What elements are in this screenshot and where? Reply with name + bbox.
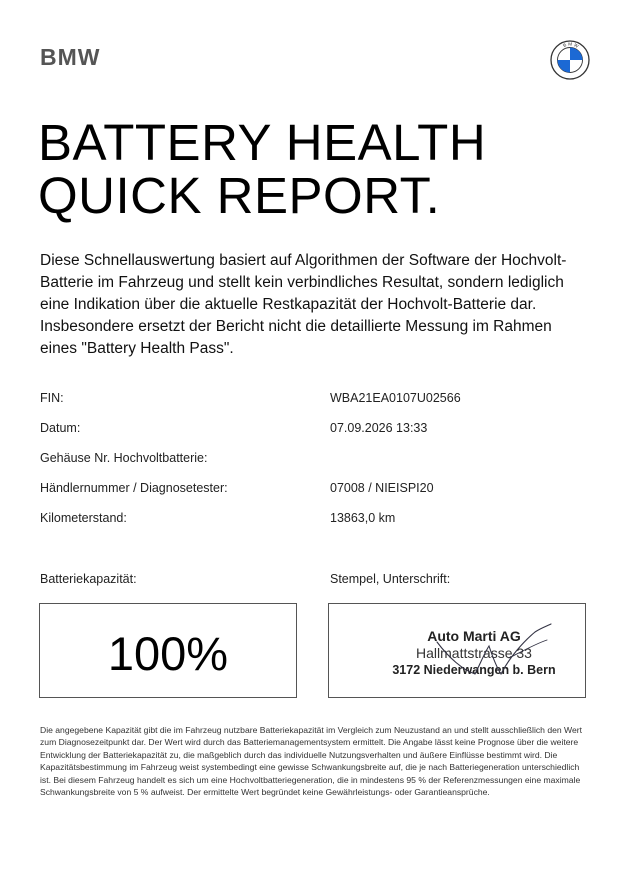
stamp-company: Auto Marti AG [427,628,521,644]
field-value-fin: WBA21EA0107U02566 [330,391,461,405]
bmw-roundel-icon [550,40,590,80]
capacity-box [39,603,297,698]
stamp-label: Stempel, Unterschrift: [330,572,451,586]
capacity-label: Batteriekapazität: [40,572,137,586]
field-value-haendler: 07008 / NIEISPI20 [330,481,434,495]
capacity-value: 100% [107,627,229,680]
page-title [38,116,486,222]
brand-wordmark: BMW [40,44,101,70]
signature-icon [389,612,569,682]
field-value-km: 13863,0 km [330,511,396,525]
logo-letter-m: M [568,41,573,47]
title-line-2: QUICK REPORT. [38,167,441,224]
field-label-haendler: Händlernummer / Diagnosetester: [40,481,228,495]
stamp-city: 3172 Niederwangen b. Bern [392,663,556,677]
stamp-street: Hallmattstrasse 33 [416,645,532,661]
field-label-datum: Datum: [40,421,81,435]
intro-paragraph: Diese Schnellauswertung basiert auf Algorithmen der Software der Hochvolt-Batterie im Fahrzeug und stellt kein verbindliches Resultat, sondern lediglich eine Indikation über die aktuelle Restkapazität der Hochvolt-Batterie dar. Insbesondere ersetzt der Bericht nicht die detaillierte Messung im Rahmen eines "Battery Health Pass". [40,252,567,357]
logo-letter-b: B [562,42,568,49]
field-label-gehaeuse: Gehäuse Nr. Hochvoltbatterie: [40,451,208,465]
field-label-km: Kilometerstand: [40,511,127,525]
title-line-1: BATTERY HEALTH [38,114,487,171]
field-label-fin: FIN: [40,391,64,405]
stamp-box [328,603,586,698]
disclaimer-footnote: Die angegebene Kapazität gibt die im Fahrzeug nutzbare Batteriekapazität im Vergleich zum Neuzustand an und stellt ausschließlich den Wert zum Diagnosezeitpunkt dar. Der Wert wird durch das Batteriemanagementsystem ermittelt. Die Angabe lässt keine Prognose über die weitere Entwicklung der Batteriekapazität zu, die maßgeblich durch das individuelle Nutzungsverhalten und äußere Einflüsse bestimmt wird. Die Kapazitätsbestimmung im Fahrzeug weist systembedingt eine gewisse Schwankungsbreite auf, die je nach Batteriegeneration unterschiedlich ist. Bei diesem Fahrzeug handelt es sich um eine Hochvoltbatteriegeneration, die in mindestens 95 % der Referenzmessungen eine maximale Schwankungsbreite von 5 % aufweist. Der ermittelte Wert begründet keine Gewährleistungs- oder Garantieansprüche. [40,725,583,798]
logo-letter-w: W [573,42,580,49]
field-value-datum: 07.09.2026 13:33 [330,421,428,435]
